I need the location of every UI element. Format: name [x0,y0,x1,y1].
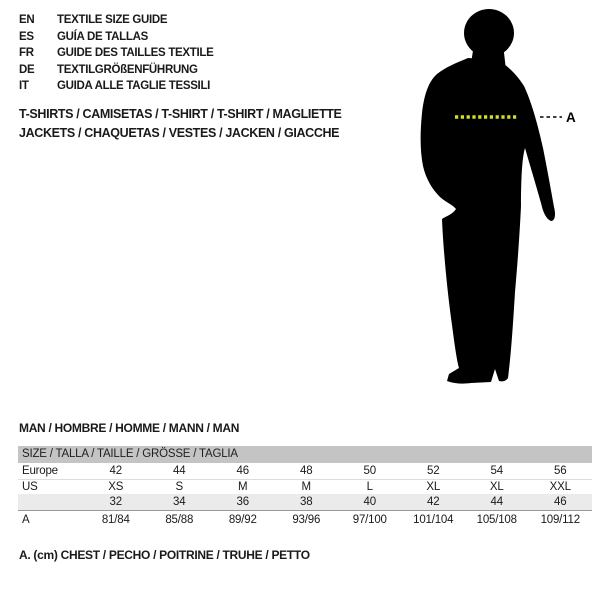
table-cell: 40 [363,496,376,508]
language-row [19,45,379,62]
row-label [18,494,84,510]
man-silhouette-figure [398,5,580,395]
table-cell: 44 [490,496,503,508]
table-cell: 93/96 [292,514,321,526]
table-row-chest-cm [18,510,592,530]
measurement-footnote: A. (cm) CHEST / PECHO / POITRINE / TRUHE / PETTO [19,548,310,562]
language-code: EN [19,14,35,26]
size-table-header: SIZE / TALLA / TAILLE / GRÖSSE / TAGLIA [18,446,592,463]
language-list [19,12,379,95]
table-cell: 101/104 [413,514,454,526]
table-cell: XL [489,481,504,493]
table-cell: 38 [300,496,313,508]
size-table [18,446,592,530]
table-cell: S [175,481,183,493]
table-cell: XXL [549,481,571,493]
table-row-europe [18,463,592,480]
row-label: US [22,481,38,493]
table-cell: 109/112 [540,514,580,526]
table-cell: XS [108,481,124,493]
table-cell: M [238,481,248,493]
table-cell: 34 [173,496,186,508]
table-cell: 46 [236,465,249,477]
table-cell: M [301,481,311,493]
language-row [19,12,379,29]
table-cell: 48 [300,465,313,477]
table-cell: 105/108 [476,514,517,526]
silhouette-body [421,58,555,384]
table-cell: 56 [554,465,567,477]
table-cell: 44 [173,465,186,477]
language-code: ES [19,30,34,43]
table-cell: 32 [109,496,122,508]
language-row [19,78,379,95]
table-cell: 85/88 [165,514,194,526]
row-label: Europe [22,465,58,477]
table-cell: L [366,481,373,493]
table-cell: 50 [363,465,376,477]
table-cell: 54 [490,465,503,477]
category-line-tshirts: T-SHIRTS / CAMISETAS / T-SHIRT / T-SHIRT / MAGLIETTE [19,107,342,121]
table-cell: 89/92 [228,514,257,526]
language-label: TEXTILE SIZE GUIDE [57,14,168,26]
table-cell: 42 [427,496,440,508]
table-cell: 52 [427,465,440,477]
table-cell: 42 [109,465,122,477]
table-cell: 46 [554,496,567,508]
language-label: GUIDA ALLE TAGLIE TESSILI [57,80,211,93]
category-line-jackets: JACKETS / CHAQUETAS / VESTES / JACKEN / GIACCHE [19,126,340,140]
table-cell: 97/100 [352,514,387,526]
row-label: A [22,514,30,526]
language-row [19,29,379,46]
table-row-us-letters [18,480,592,494]
garment-categories [19,105,409,143]
language-code: DE [19,63,35,76]
language-code: IT [19,80,29,93]
language-code: FR [19,47,34,60]
language-row [19,62,379,79]
section-title-man: MAN / HOMBRE / HOMME / MANN / MAN [19,421,240,435]
language-label: GUÍA DE TALLAS [57,30,148,43]
measurement-label: A [566,110,576,125]
language-label: GUIDE DES TAILLES TEXTILE [57,47,214,60]
table-cell: 81/84 [101,514,130,526]
table-cell: 36 [236,496,249,508]
table-cell: XL [426,481,441,493]
language-label: TEXTILGRÖßENFÜHRUNG [57,63,198,76]
table-row-us-numbers [18,494,592,510]
